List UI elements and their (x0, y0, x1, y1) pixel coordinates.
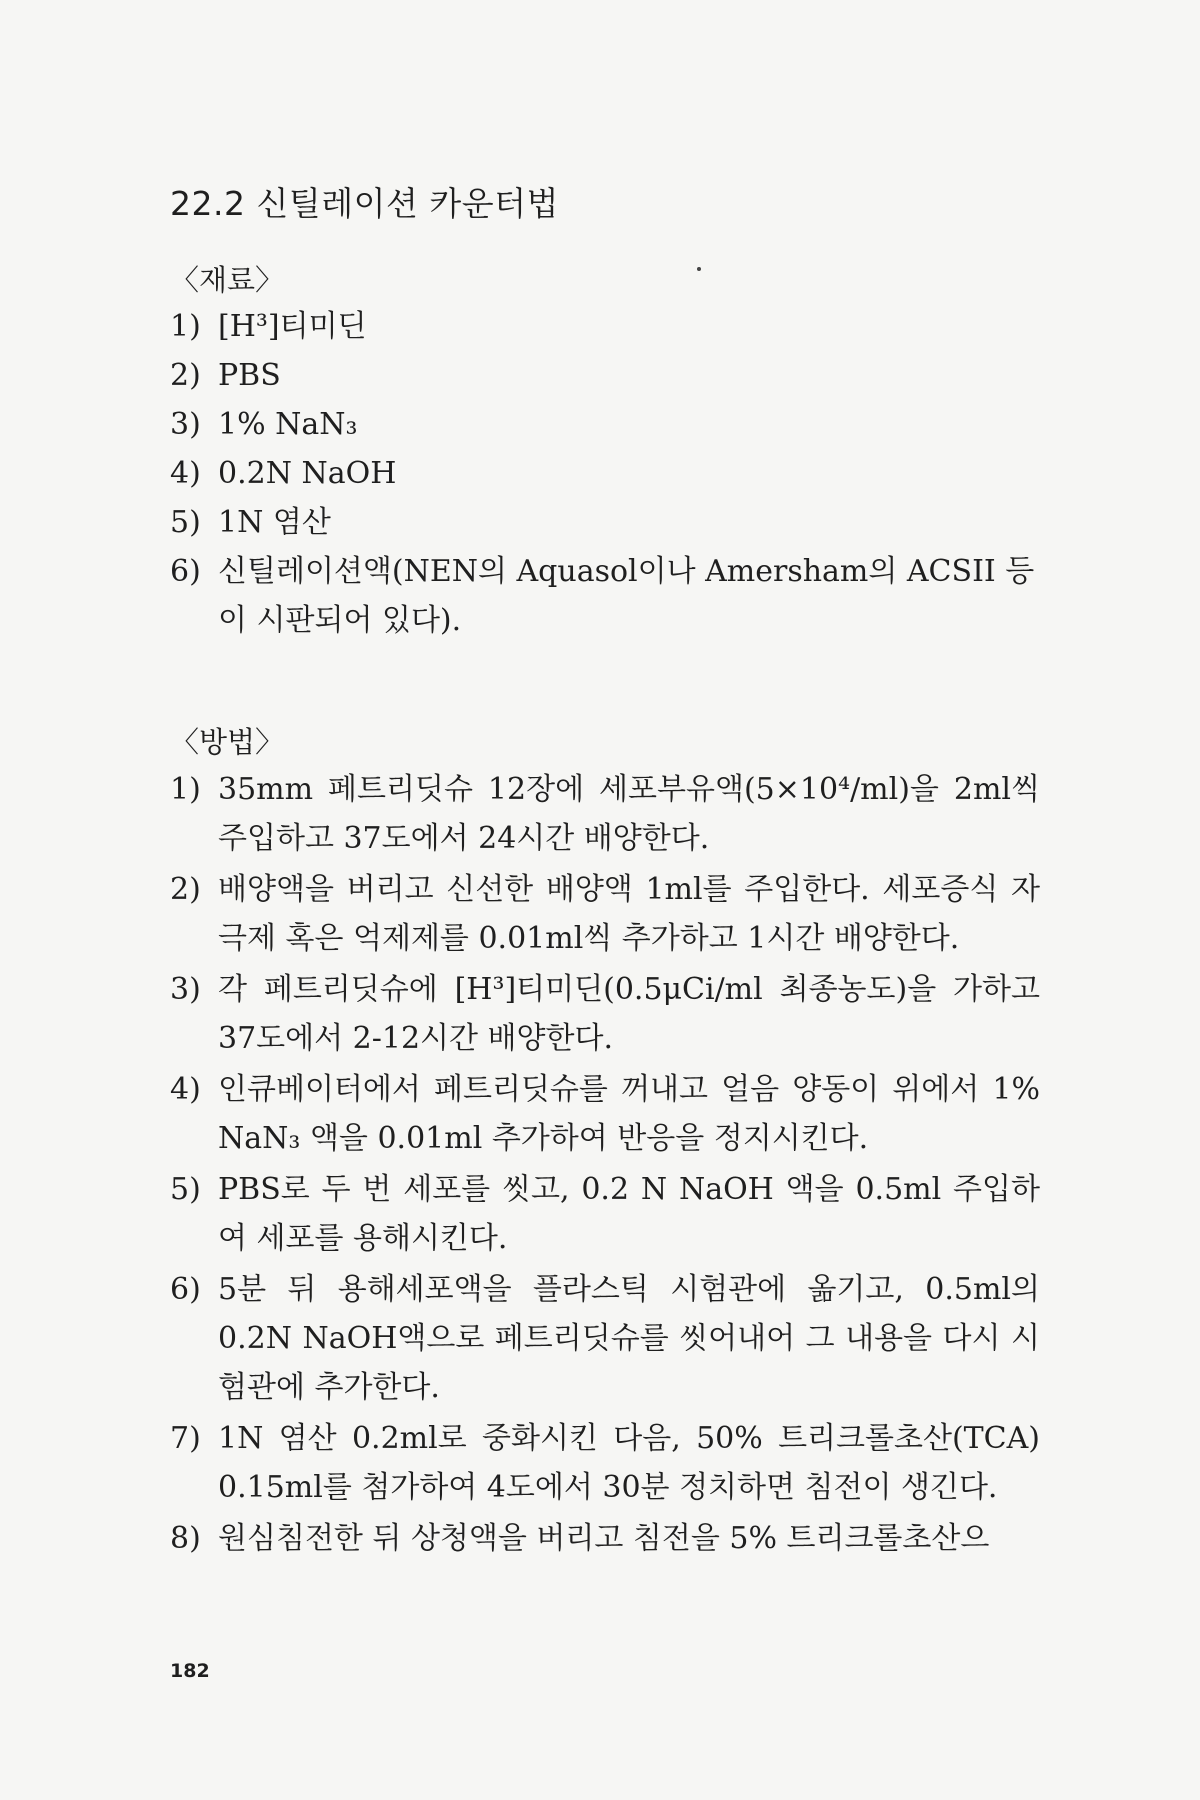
item-text: 35mm 페트리딧슈 12장에 세포부유액(5×10⁴/ml)을 2ml씩 주입하고 37도에서 24시간 배양한다. (218, 772, 1040, 856)
list-item (170, 1265, 1040, 1412)
page-number: 182 (170, 1660, 210, 1682)
item-number: 3) (170, 972, 201, 1007)
item-number: 5) (170, 1172, 201, 1207)
list-item (170, 1165, 1040, 1263)
item-number: 2) (170, 358, 201, 393)
item-number: 3) (170, 407, 201, 442)
section-heading: 22.2 신틸레이션 카운터법 (170, 184, 559, 223)
list-item (170, 1414, 1040, 1512)
materials-label: 〈재료〉 (170, 263, 285, 297)
list-item (170, 400, 1040, 449)
list-item (170, 498, 1040, 547)
list-item (170, 765, 1040, 863)
item-number: 8) (170, 1521, 201, 1556)
item-text: 1% NaN₃ (218, 407, 358, 442)
item-text: 신틸레이션액(NEN의 Aquasol이나 Amersham의 ACSII 등이 시판되어 있다). (218, 554, 1035, 638)
item-text: 인큐베이터에서 페트리딧슈를 꺼내고 얼음 양동이 위에서 1% NaN₃ 액을 0.01ml 추가하여 반응을 정지시킨다. (218, 1072, 1040, 1156)
list-item (170, 1514, 1040, 1563)
item-text: 배양액을 버리고 신선한 배양액 1ml를 주입한다. 세포증식 자극제 혹은 억제제를 0.01ml씩 추가하고 1시간 배양한다. (218, 872, 1040, 956)
item-number: 5) (170, 505, 201, 540)
item-number: 2) (170, 872, 201, 907)
item-number: 7) (170, 1421, 201, 1456)
item-text: 0.2N NaOH (218, 456, 397, 491)
list-item (170, 965, 1040, 1063)
item-text: 원심침전한 뒤 상청액을 버리고 침전을 5% 트리크롤초산으 (218, 1521, 990, 1556)
item-text: 1N 염산 (218, 505, 331, 540)
print-speck (697, 267, 701, 271)
item-number: 1) (170, 772, 201, 807)
item-text: [H³]티미딘 (218, 309, 367, 344)
item-number: 4) (170, 456, 201, 491)
list-item (170, 302, 1040, 351)
item-number: 6) (170, 554, 201, 589)
item-text: 1N 염산 0.2ml로 중화시킨 다음, 50% 트리크롤초산(TCA) 0.15ml를 첨가하여 4도에서 30분 정치하면 침전이 생긴다. (218, 1421, 1040, 1505)
methods-label: 〈방법〉 (170, 725, 285, 759)
materials-list (170, 302, 1040, 645)
list-item (170, 865, 1040, 963)
item-text: PBS로 두 번 세포를 씻고, 0.2 N NaOH 액을 0.5ml 주입하여 세포를 용해시킨다. (218, 1172, 1040, 1256)
list-item (170, 547, 1040, 645)
item-text: PBS (218, 358, 281, 393)
item-text: 각 페트리딧슈에 [H³]티미딘(0.5μCi/ml 최종농도)을 가하고 37도에서 2-12시간 배양한다. (218, 972, 1040, 1056)
list-item (170, 351, 1040, 400)
item-text: 5분 뒤 용해세포액을 플라스틱 시험관에 옮기고, 0.5ml의 0.2N NaOH액으로 페트리딧슈를 씻어내어 그 내용을 다시 시험관에 추가한다. (218, 1272, 1040, 1405)
list-item (170, 449, 1040, 498)
list-item (170, 1065, 1040, 1163)
item-number: 1) (170, 309, 201, 344)
item-number: 6) (170, 1272, 201, 1307)
item-number: 4) (170, 1072, 201, 1107)
methods-list (170, 765, 1040, 1565)
